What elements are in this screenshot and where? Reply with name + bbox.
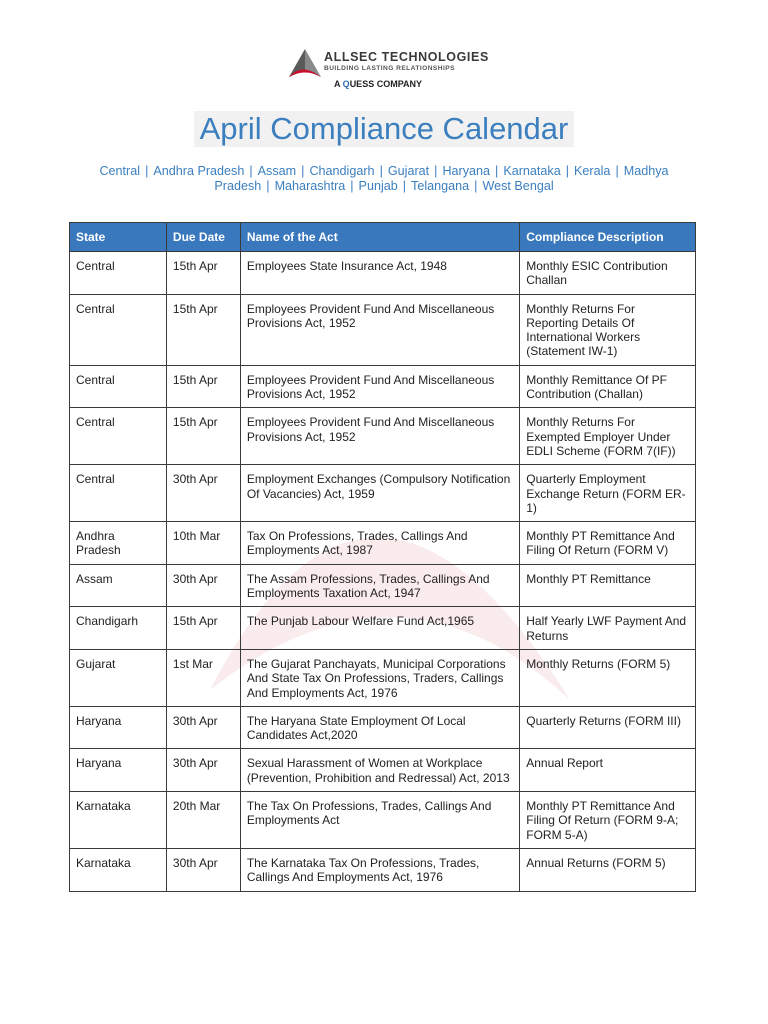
table-row [70,564,696,607]
separator: | [495,164,499,178]
cell-description: Monthly ESIC Contribution Challan [520,252,696,295]
cell-state: Assam [70,564,167,607]
table-header-row [70,223,696,252]
table-row [70,749,696,792]
cell-state: Chandigarh [70,607,167,650]
table-row [70,848,696,891]
separator: | [301,164,305,178]
company-name: ALLSEC TECHNOLOGIES [324,50,489,64]
state-link[interactable]: Karnataka [503,164,561,178]
company-tagline: BUILDING LASTING RELATIONSHIPS [324,65,455,72]
cell-due-date: 10th Mar [166,522,240,565]
header-state: State [70,223,167,252]
cell-description: Monthly Remittance Of PF Contribution (Challan) [520,365,696,408]
cell-due-date: 30th Apr [166,564,240,607]
cell-due-date: 15th Apr [166,408,240,465]
cell-due-date: 15th Apr [166,607,240,650]
cell-act-name: Employees State Insurance Act, 1948 [240,252,519,295]
cell-due-date: 30th Apr [166,749,240,792]
table-row [70,706,696,749]
cell-act-name: The Karnataka Tax On Professions, Trades, Callings And Employments Act, 1976 [240,848,519,891]
separator: | [615,164,619,178]
page-title: April Compliance Calendar [194,111,575,147]
cell-act-name: The Assam Professions, Trades, Callings And Employments Taxation Act, 1947 [240,564,519,607]
cell-act-name: The Haryana State Employment Of Local Candidates Act,2020 [240,706,519,749]
table-row [70,408,696,465]
state-link[interactable]: Haryana [442,164,491,178]
cell-description: Monthly Returns For Exempted Employer Under EDLI Scheme (FORM 7(IF)) [520,408,696,465]
table-row [70,465,696,522]
cell-due-date: 30th Apr [166,848,240,891]
state-link[interactable]: Punjab [358,178,398,193]
state-link[interactable]: Telangana [411,178,470,193]
separator: | [350,178,354,193]
cell-act-name: Employment Exchanges (Compulsory Notification Of Vacancies) Act, 1959 [240,465,519,522]
cell-description: Quarterly Employment Exchange Return (FORM ER-1) [520,465,696,522]
state-link[interactable]: Assam [257,164,297,178]
cell-due-date: 15th Apr [166,365,240,408]
separator: | [145,164,149,178]
cell-description: Monthly PT Remittance [520,564,696,607]
table-row [70,294,696,365]
state-link[interactable]: Kerala [574,164,611,178]
cell-description: Monthly PT Remittance And Filing Of Return (FORM 9-A; FORM 5-A) [520,792,696,849]
compliance-table [69,222,696,892]
state-link[interactable]: Gujarat [387,164,430,178]
cell-description: Monthly Returns For Reporting Details Of International Workers (Statement IW-1) [520,294,696,365]
separator: | [249,164,253,178]
state-link[interactable]: West Bengal [482,178,554,193]
cell-state: Gujarat [70,649,167,706]
cell-state: Central [70,365,167,408]
state-link[interactable]: Madhya [623,164,669,178]
separator: | [379,164,383,178]
separator: | [565,164,570,178]
cell-state: Haryana [70,706,167,749]
cell-act-name: The Gujarat Panchayats, Municipal Corporations And State Tax On Professions, Traders, Callings And Employments Act, 1976 [240,649,519,706]
cell-act-name: Tax On Professions, Trades, Callings And Employments Act, 1987 [240,522,519,565]
state-link[interactable]: Central [99,164,141,178]
cell-act-name: Employees Provident Fund And Miscellaneous Provisions Act, 1952 [240,294,519,365]
cell-state: Central [70,252,167,295]
state-link[interactable]: Andhra Pradesh [153,164,245,178]
separator: | [474,178,478,193]
cell-description: Monthly Returns (FORM 5) [520,649,696,706]
cell-due-date: 1st Mar [166,649,240,706]
cell-description: Annual Report [520,749,696,792]
separator: | [434,164,438,178]
table-row [70,522,696,565]
state-link[interactable]: Maharashtra [274,178,346,193]
cell-state: Central [70,408,167,465]
header-due-date: Due Date [166,223,240,252]
cell-act-name: Employees Provident Fund And Miscellaneous Provisions Act, 1952 [240,408,519,465]
cell-act-name: Employees Provident Fund And Miscellaneous Provisions Act, 1952 [240,365,519,408]
cell-due-date: 15th Apr [166,252,240,295]
cell-state: Haryana [70,749,167,792]
state-links [70,164,698,193]
state-link[interactable]: Chandigarh [309,164,375,178]
cell-due-date: 30th Apr [166,706,240,749]
cell-description: Half Yearly LWF Payment And Returns [520,607,696,650]
table-row [70,792,696,849]
cell-description: Monthly PT Remittance And Filing Of Return (FORM V) [520,522,696,565]
separator: | [402,178,407,193]
table-row [70,607,696,650]
triangle-logo-icon [288,48,322,78]
cell-state: Andhra Pradesh [70,522,167,565]
cell-act-name: The Tax On Professions, Trades, Callings And Employments Act [240,792,519,849]
cell-due-date: 20th Mar [166,792,240,849]
header-description: Compliance Description [520,223,696,252]
cell-description: Annual Returns (FORM 5) [520,848,696,891]
cell-act-name: The Punjab Labour Welfare Fund Act,1965 [240,607,519,650]
cell-due-date: 15th Apr [166,294,240,365]
table-row [70,649,696,706]
cell-description: Quarterly Returns (FORM III) [520,706,696,749]
cell-due-date: 30th Apr [166,465,240,522]
table-row [70,252,696,295]
parent-company: A QUESS COMPANY [334,79,423,89]
cell-state: Karnataka [70,848,167,891]
company-logo [288,46,488,94]
state-link[interactable]: Pradesh [214,178,262,193]
cell-state: Karnataka [70,792,167,849]
cell-act-name: Sexual Harassment of Women at Workplace (Prevention, Prohibition and Redressal) Act, 2013 [240,749,519,792]
cell-state: Central [70,294,167,365]
cell-state: Central [70,465,167,522]
separator: | [266,178,270,193]
table-row [70,365,696,408]
header-act-name: Name of the Act [240,223,519,252]
